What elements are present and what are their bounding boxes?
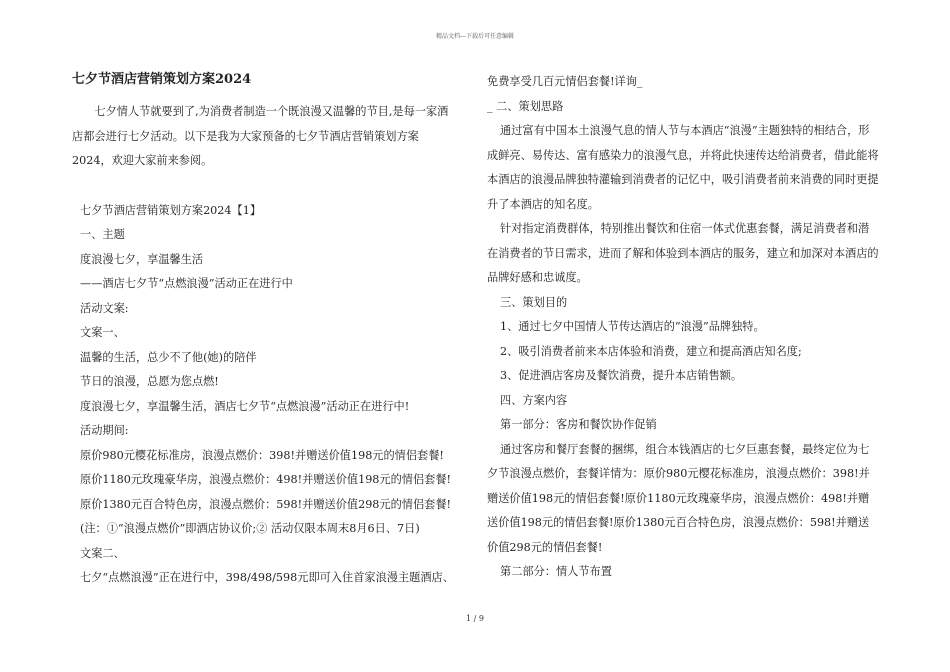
text-line: ——酒店七夕节“点燃浪漫”活动正在进行中 — [80, 277, 293, 290]
section-heading: _ 二、策划思路 — [487, 99, 564, 113]
left-column — [72, 70, 452, 591]
text-line: 活动期间: — [80, 424, 129, 437]
spacer — [72, 174, 452, 199]
text-line: 一、主题 — [80, 228, 125, 241]
text-line: 度浪漫七夕，享温馨生活，酒店七夕节“点燃浪漫”活动正在进行中! — [80, 399, 410, 413]
text-line: 七夕节酒店营销策划方案2024【1】 — [80, 203, 262, 217]
text-line: 文案一、 — [80, 326, 125, 339]
text-line: 2、吸引消费者前来本店体验和消费，建立和提高酒店知名度; — [500, 344, 802, 358]
text-line: 节日的浪漫，总愿为您点燃! — [80, 375, 219, 388]
text-line: 文案二、 — [80, 546, 125, 560]
text-line: 原价980元樱花标准房，浪漫点燃价：398!并赠送价值198元的情侣套餐! — [80, 448, 444, 462]
text-line: 第一部分：客房和餐饮协作促销 — [500, 418, 657, 431]
text-line: 原价1380元百合特色房，浪漫点燃价：598!并赠送价值298元的情侣套餐! — [80, 497, 452, 511]
text-line: 免费享受几百元情侣套餐!详询_ — [487, 75, 643, 88]
paragraph: 针对指定消费群体，特别推出餐饮和住宿一体式优惠套餐，满足消费者和潜在消费者的节日需求，进而了解和体验到本酒店的服务，建立和加深对本酒店的品牌好感和忠诚度。 — [487, 222, 879, 284]
text-line: 1、通过七夕中国情人节传达酒店的“浪漫”品牌独特。 — [500, 320, 765, 333]
text-line: 七夕“点燃浪漫”正在进行中，398/498/598元即可入住首家浪漫主题酒店、 — [80, 571, 454, 584]
paragraph: 通过富有中国本土浪漫气息的情人节与本酒店“浪漫”主题独特的相结合，形成鲜亮、易传达、富有感染力的浪漫气息，并将此快速传达给消费者，借此能将本酒店的浪漫品牌独特灌输到消费者的记忆中，吸引消费者前来消费的同时更提升了本酒店的知名度。 — [487, 124, 879, 211]
paragraph: 通过客房和餐厅套餐的捆绑，组合本钱酒店的七夕巨惠套餐，最终定位为七夕节浪漫点燃价，套餐详情为：原价980元樱花标准房，浪漫点燃价：398!并赠送价值198元的情侣套餐!原价1180元玫瑰豪华房，浪漫点燃价：498!并赠送价值198元的情侣套餐!原价1380元百合特色房，浪漫点燃价：598!并赠送价值298元的情侣套餐! — [487, 442, 870, 554]
document-title: 七夕节酒店营销策划方案2024 — [72, 72, 252, 87]
text-line: 原价1180元玫瑰豪华房，浪漫点燃价：498!并赠送价值198元的情侣套餐! — [80, 473, 452, 486]
text-line: 3、促进酒店客房及餐饮消费，提升本店销售额。 — [500, 369, 743, 382]
intro-paragraph: 七夕情人节就要到了,为消费者制造一个既浪漫又温馨的节目,是每一家酒店都会进行七夕活动。以下是我为大家预备的七夕节酒店营销策划方案2024，欢迎大家前来参阅。 — [72, 105, 449, 167]
page-header: 精品文档---下载后可任意编辑 — [435, 33, 515, 40]
text-line: (注：①“浪漫点燃价”即酒店协议价;② 活动仅限本周末8月6日、7日) — [80, 522, 420, 535]
text-line: 温馨的生活，总少不了他(她)的陪伴 — [80, 350, 257, 364]
text-line: 四、方案内容 — [500, 393, 568, 407]
text-line: 第二部分：情人节布置 — [500, 565, 612, 578]
page-number: 1 / 9 — [466, 614, 484, 623]
right-column — [487, 70, 879, 585]
text-line: 三、策划目的 — [500, 295, 568, 309]
text-line: 度浪漫七夕，享温馨生活 — [80, 252, 204, 266]
text-line: 活动文案: — [80, 301, 129, 315]
